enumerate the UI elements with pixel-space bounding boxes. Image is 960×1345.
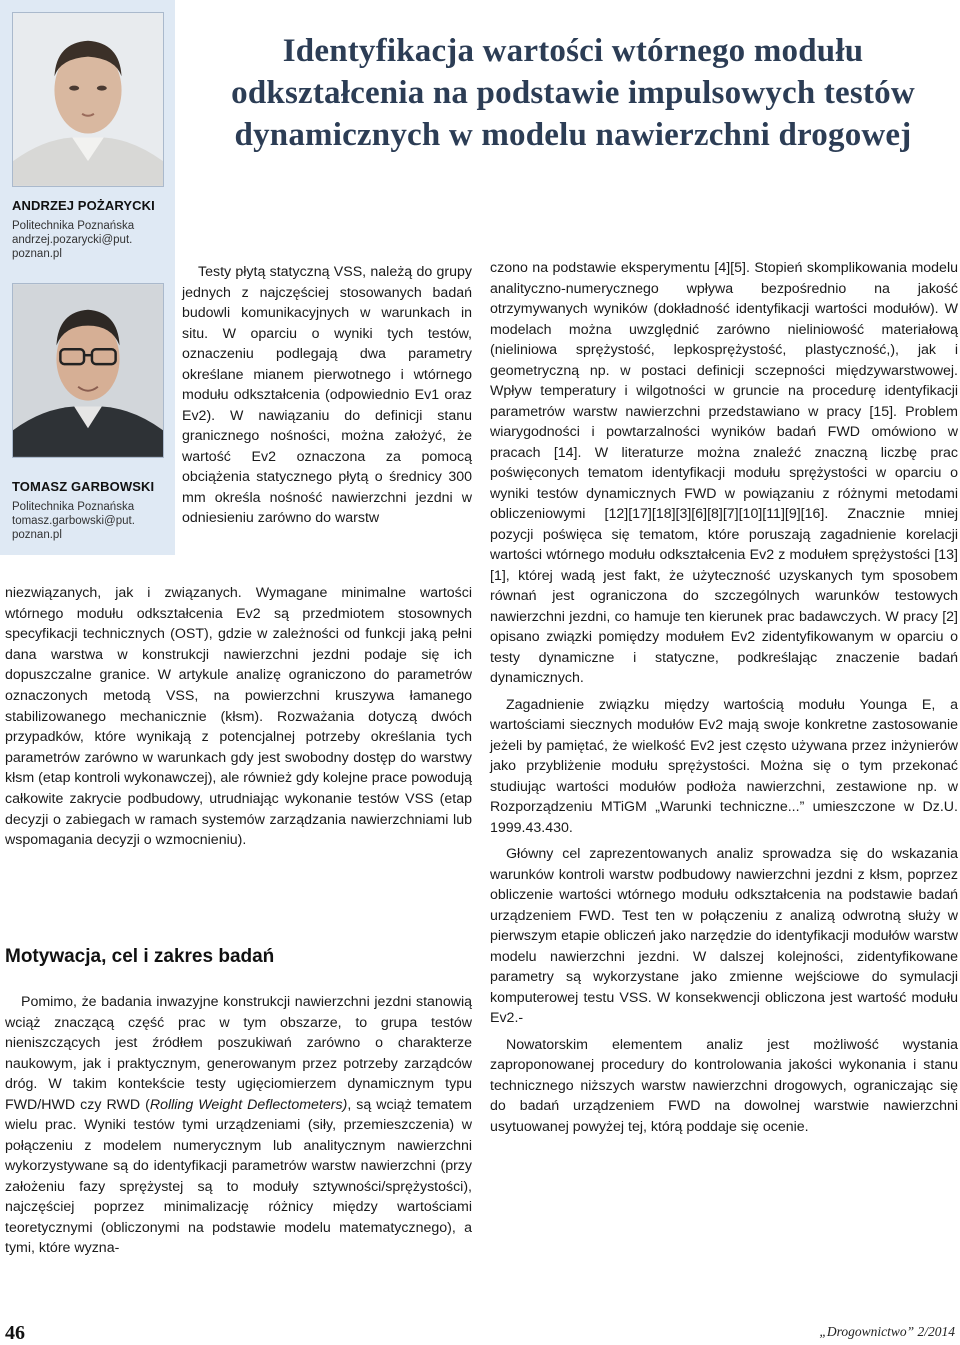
page-number: 46	[5, 1322, 25, 1344]
author-block-1	[12, 198, 172, 261]
lead-paragraph	[182, 262, 472, 529]
section-text-b: , są wciąż tematem wielu prac. Wyniki testów tymi urządzeniami (siły, przemieszczenia) w połączeniu z modelem numerycznym lub analitycznym nawierzchni wykorzystywane są do identyfikacji parametrów warstw nawierzchni (przy założeniu fazy sprężystej są to moduły sztywności/sprężystości), najczęściej poprzez minimalizację różnicy między wartościami teoretycznymi (obliczonymi na podstawie modelu matematycznego), a tymi, które wyzna-	[5, 1096, 472, 1256]
right-paragraph-1: czono na podstawie eksperymentu [4][5]. Stopień skomplikowania modelu analityczno-numerycznego wpływa bezpośrednio na jakość otrzymywanych wyników (dokładność identyfikacji wartości modułów). W modelach można uwzględnić zarówno nieliniowość materiałową (nieliniowa sprężystość, lepkosprężystość, plastyczność,), jak i geometryczną np. w postaci definicji sczepności międzywarstwowej. Wpływ temperatury i wilgotności w gruncie na procedurę identyfikacji parametrów warstw nawierzchni przedstawiano w pracy [15]. Problem wiarygodności i powtarzalności wyników badań FWD omówiono w pracach [14]. W literaturze można znaleźć znaczną liczbę prac poświęconych tematom identyfikacji modułu sprężystości w oparciu o wyniki testów dynamicznych FWD w powiązaniu z różnymi metodami obliczeniowymi [12][17][18][3][6][8][7][10][11][9][16]. Znacznie mniej pozycji poświęca się tematom, które poruszają zagadnienie korelacji wartości wtórnego modułu odkształcenia Ev2 z modułem sprężystości [13][1], której wadą jest fakt, że użyteczność uzyskanych tym sposobem równań jest ograniczona do szczególnych warunków testowych nawierzchni jezdni, co hamuje ten kierunek prac badawczych. W pracy [2] opisano związki pomiędzy modułem Ev2 zidentyfikowanym w oparciu o testy dynamiczne i statyczne, podkreślając znaczenie badań dynamicznych.	[490, 260, 958, 686]
right-paragraph-3: Główny cel zaprezentowanych analiz sprowadza się do wskazania warunków kontroli warstw podbudowy nawierzchni jezdni z kłsm, poprzez obliczenie wartości wtórnego modułu odkształcenia na podstawie badań urządzeniem FWD. Test ten w połączeniu z analizą odwrotną służy w pierwszym etapie obliczeń jako narzędzie do identyfikacji modułów warstw modelu nawierzchni jezdni. W dalszej kolejności, zidentyfikowane parametry są wykorzystane jako zmienne wejściowe do symulacji komputerowej testu VSS. W konsekwencji obliczona jest wartość modułu Ev2.-	[490, 846, 958, 1026]
portrait-icon	[13, 13, 163, 186]
author-block-2	[12, 479, 172, 542]
author-email-domain[interactable]: poznan.pl	[12, 248, 62, 260]
section-text-a: Pomimo, że badania inwazyjne konstrukcji nawierzchni jezdni stanowią wciąż znaczącą część prac w tym obszarze, to grupa testów nieniszczących jest źródłem poszukiwań zarówno o charakterze naukowym, jak i praktycznym, generowanym przez potrzeby zarządców dróg. W takim kontekście testy ugięciomierzem dynamicznym typu FWD/HWD czy RWD (	[5, 994, 472, 1113]
author-name: ANDRZEJ POŻARYCKI	[12, 198, 155, 213]
right-paragraph-4: Nowatorskim elementem analiz jest możliwość wystania zaproponowanej procedury do kontrolowania jakości wykonania i stanu technicznego niższych warstw nawierzchni drogowych, ograniczając się do badań urządzeniem FWD na dowolnej warstwie nawierzchni usytuowanej powyżej tej, którą poddaje się ocenie.	[490, 1036, 958, 1135]
lead-continued	[5, 583, 472, 851]
portrait-icon	[13, 284, 163, 457]
author-name: TOMASZ GARBOWSKI	[12, 479, 155, 494]
section-paragraph	[5, 992, 472, 1259]
author-photo-1	[12, 12, 164, 187]
section-text-italic: Rolling Weight Deflectometers)	[149, 1096, 348, 1113]
section-heading: Motywacja, cel i zakres badań	[5, 946, 275, 967]
author-affiliation: Politechnika Poznańska	[12, 501, 135, 513]
author-affiliation: Politechnika Poznańska	[12, 220, 135, 232]
journal-footer: „Drogownictwo” 2/2014	[819, 1324, 955, 1339]
lead-continued-text: niezwiązanych, jak i związanych. Wymagane minimalne wartości wtórnego modułu odkształcenia Ev2 są przedmiotem stosownych specyfikacji technicznych (OST), gdzie w zależności od funkcji jaką pełni dana warstwa w konstrukcji nawierzchni jezdni podaje się ich dopuszczalne granice. W artykule analizę ograniczono do parametrów oznaczonych metodą VSS, na powierzchni kruszywa łamanego stabilizowanego mechanicznie (kłsm). Rozważania dotyczą dwóch przypadków, które wynikają z potencjalnej potrzeby określania tych parametrów zarówno w warunkach gdy jest swobodny dostęp do warstwy kłsm (etap kontroli wykonawczej), ale również gdy kolejne prace powodują całkowite zakrycie podbudowy, utrudniając wykonanie testów VSS (etap decyzji o zabiegach w ramach systemów zarządzania nawierzchniami lub wspomagania decyzji o wzmocnieniu).	[5, 585, 472, 849]
article-title: Identyfikacja wartości wtórnego modułu odkształcenia na podstawie impulsowych testów dynamicznych w modelu nawierzchni drogowej	[231, 33, 915, 153]
author-photo-2	[12, 283, 164, 458]
author-email[interactable]: andrzej.pozarycki@put.	[12, 234, 133, 246]
right-paragraph-2: Zagadnienie związku między wartością modułu Younga E, a wartościami siecznych modułów Ev2 mają swoje konkretne zastosowanie jeżeli by pamiętać, że wielkość Ev2 jest często używana przez inżynierów jako przybliżenie modułu sprężystości. Można się o tym przekonać studiując wartości modułów podłoża nawierzchni, zestawione np. w Rozporządzeniu MTiGM „Warunki techniczne...” umieszczone w Dz.U. 1999.43.430.	[490, 696, 958, 836]
author-email[interactable]: tomasz.garbowski@put.	[12, 515, 135, 527]
section-body	[5, 992, 472, 1259]
right-column	[490, 258, 958, 1137]
author-email-domain[interactable]: poznan.pl	[12, 529, 62, 541]
lead-text: Testy płytą statyczną VSS, należą do grupy jednych z najczęściej stosowanych badań budowli komunikacyjnych w warunkach in situ. W oparciu o wyniki tych testów, oznaczeniu podlegają dwa parametry określane mianem pierwotnego i wtórnego modułu odkształcenia (odpowiednio Ev1 oraz Ev2). W nawiązaniu do definicji stanu granicznego nośności, można założyć, że wartość Ev2 oznaczona za pomocą obciążenia statycznego płytą o średnicy 300 mm określa nośność nawierzchni jezdni w odniesieniu zarówno do warstw	[182, 264, 472, 526]
title-band	[180, 0, 960, 158]
